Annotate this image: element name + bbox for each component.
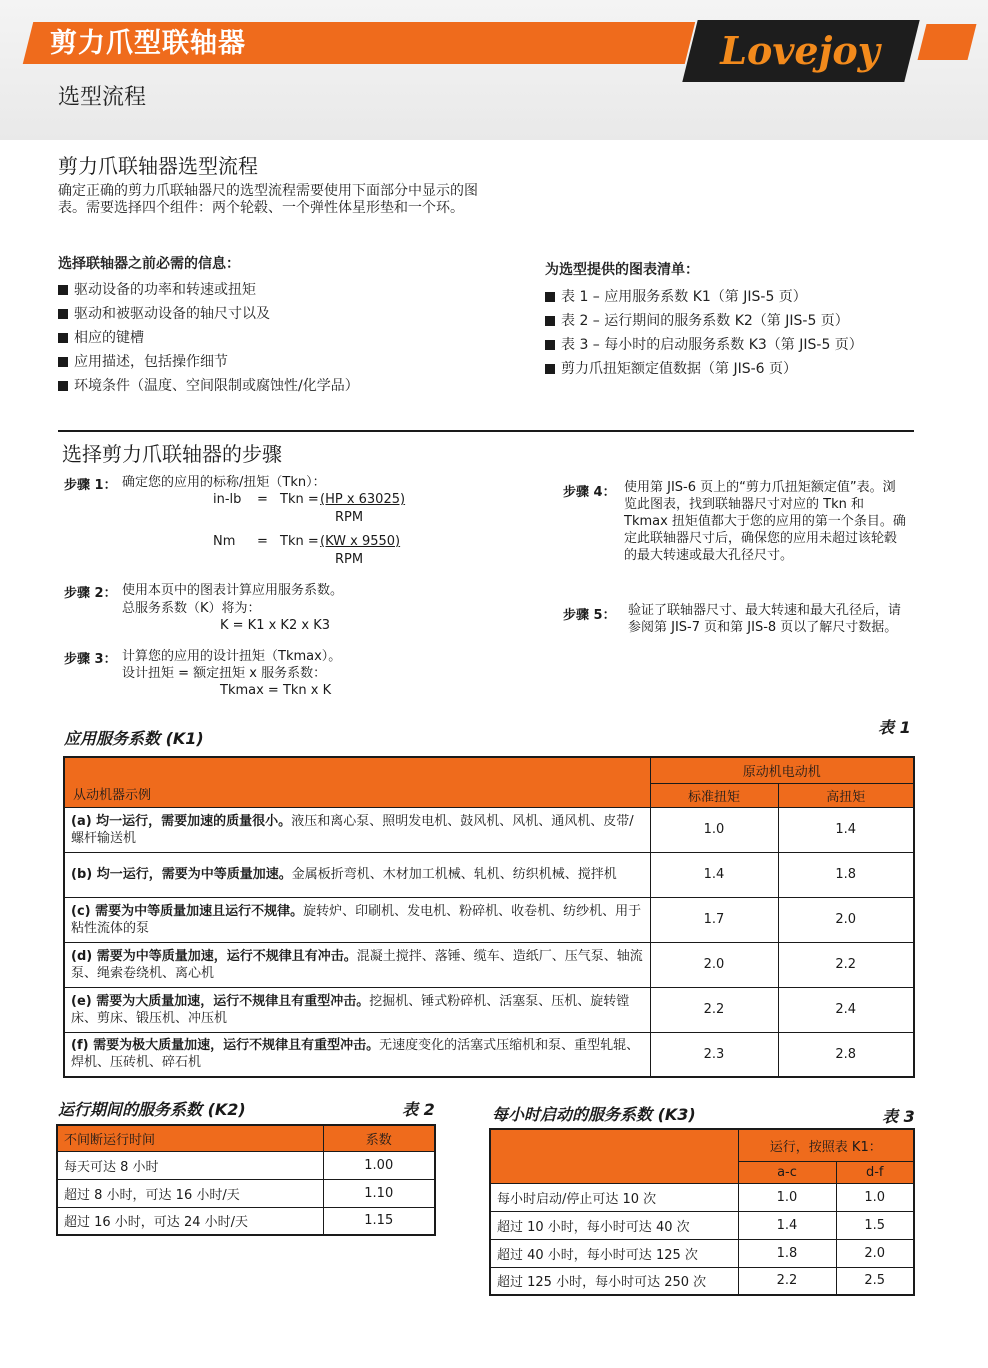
step4-label: 步骤 4： bbox=[563, 485, 616, 500]
table-row bbox=[57, 1179, 435, 1207]
table-row bbox=[64, 1032, 914, 1077]
cell-high: 2.0 bbox=[778, 897, 914, 942]
row-text: 挖掘机、锤式粉碎机、活塞泵、压机、旋转镗床、剪床、锻压机、冲压机 bbox=[71, 993, 630, 1026]
step2-line2: 总服务系数（K）将为： bbox=[122, 601, 261, 616]
list-item: 环境条件（温度、空间限制或腐蚀性/化学品） bbox=[58, 374, 359, 398]
formula-denominator: RPM bbox=[335, 552, 364, 567]
table2-number: 表 2 bbox=[402, 1100, 435, 1119]
steps-heading: 选择剪力爪联轴器的步骤 bbox=[62, 442, 282, 466]
step2-label: 步骤 2： bbox=[64, 586, 117, 601]
row-value: 1.00 bbox=[323, 1151, 435, 1179]
list-item: 表 3 – 每小时的启动服务系数 K3（第 JIS-5 页） bbox=[545, 333, 863, 357]
cell-std: 1.4 bbox=[650, 852, 778, 897]
formula-unit: Nm bbox=[213, 534, 236, 549]
table1 bbox=[63, 756, 915, 1078]
table3-header-blank bbox=[490, 1129, 738, 1183]
step3-label: 步骤 3： bbox=[64, 652, 117, 667]
table-row bbox=[57, 1151, 435, 1179]
cell-ac: 1.8 bbox=[738, 1239, 836, 1267]
cell-ac: 1.0 bbox=[738, 1183, 836, 1211]
cell-std: 1.7 bbox=[650, 897, 778, 942]
cell-df: 2.5 bbox=[836, 1267, 914, 1295]
intro-heading: 剪力爪联轴器选型流程 bbox=[58, 154, 258, 178]
row-bold: (c) 需要为中等质量加速且运行不规律。 bbox=[71, 903, 304, 919]
formula-lhs: Tkn = bbox=[280, 534, 319, 549]
step5-text: 验证了联轴器尺寸、最大转速和最大孔径后，请参阅第 JIS-7 页和第 JIS-8 页以了解尺寸数据。 bbox=[628, 603, 902, 635]
formula-denominator: RPM bbox=[335, 510, 364, 525]
cell-std: 2.0 bbox=[650, 942, 778, 987]
row-bold: (e) 需要为大质量加速，运行不规律且有重型冲击。 bbox=[71, 993, 370, 1009]
row-text: 金属板折弯机、木材加工机械、轧机、纺织机械、搅拌机 bbox=[291, 867, 617, 882]
list-item: 驱动和被驱动设备的轴尺寸以及 bbox=[58, 302, 359, 326]
list-item: 应用描述，包括操作细节 bbox=[58, 350, 359, 374]
required-info-heading: 选择联轴器之前必需的信息： bbox=[58, 256, 240, 272]
table2-header-factor: 系数 bbox=[323, 1125, 435, 1151]
table1-caption: 应用服务系数 (K1) bbox=[64, 729, 204, 748]
required-info-list bbox=[58, 278, 359, 398]
table3-number: 表 3 bbox=[882, 1107, 915, 1126]
table1-header-prime: 原动机电动机 bbox=[650, 757, 914, 783]
step3-formula: Tkmax = Tkn x K bbox=[220, 683, 332, 698]
cell-ac: 1.4 bbox=[738, 1211, 836, 1239]
list-item: 驱动设备的功率和转速或扭矩 bbox=[58, 278, 359, 302]
step4-text: 使用第 JIS-6 页上的“剪力爪扭矩额定值”表。浏览此图表，找到联轴器尺寸对应的 Tkn 和 Tkmax 扭矩值都大于您的应用的第一个条目。确定此联轴器尺寸后，确保您的应用未超过该轮毂的最大转速或最大孔径尺寸。 bbox=[624, 480, 906, 563]
list-item: 剪力爪扭矩额定值数据（第 JIS-6 页） bbox=[545, 357, 863, 381]
table3-header-df: d-f bbox=[836, 1161, 914, 1183]
table2-caption: 运行期间的服务系数 (K2) bbox=[58, 1100, 246, 1119]
cell-df: 2.0 bbox=[836, 1239, 914, 1267]
table1-number: 表 1 bbox=[878, 718, 911, 737]
table-row bbox=[490, 1183, 914, 1211]
logo-accent bbox=[918, 24, 977, 60]
list-item: 表 2 – 运行期间的服务系数 K2（第 JIS-5 页） bbox=[545, 309, 863, 333]
cell-df: 1.0 bbox=[836, 1183, 914, 1211]
formula-lhs: Tkn = bbox=[280, 492, 319, 507]
table1-header-high: 高扭矩 bbox=[778, 783, 914, 807]
row-label: 超过 125 小时，每小时可达 250 次 bbox=[490, 1267, 738, 1295]
row-value: 1.15 bbox=[323, 1207, 435, 1235]
cell-std: 1.0 bbox=[650, 807, 778, 852]
cell-high: 2.2 bbox=[778, 942, 914, 987]
table-row bbox=[490, 1211, 914, 1239]
table-row bbox=[490, 1267, 914, 1295]
cell-high: 1.8 bbox=[778, 852, 914, 897]
table-row bbox=[57, 1207, 435, 1235]
table2-header-time: 不间断运行时间 bbox=[57, 1125, 323, 1151]
step1-text: 确定您的应用的标称/扭矩（Tkn）： bbox=[122, 475, 326, 490]
row-bold: (d) 需要为中等质量加速，运行不规律且有冲击。 bbox=[71, 948, 357, 964]
table3-header-ac: a-c bbox=[738, 1161, 836, 1183]
page-title: 剪力爪型联轴器 bbox=[50, 28, 246, 59]
table-row bbox=[64, 852, 914, 897]
table2 bbox=[56, 1124, 436, 1236]
row-text: 无速度变化的活塞式压缩机和泵、重型轧辊、焊机、压砖机、碎石机 bbox=[71, 1038, 640, 1071]
step1-label: 步骤 1： bbox=[64, 478, 117, 493]
row-bold: (f) 需要为极大质量加速，运行不规律且有重型冲击。 bbox=[71, 1038, 380, 1054]
step2-formula: K = K1 x K2 x K3 bbox=[220, 618, 330, 633]
step3-line1: 计算您的应用的设计扭矩（Tkmax）。 bbox=[122, 649, 342, 664]
step5-label: 步骤 5： bbox=[563, 608, 616, 623]
chart-list-heading: 为选型提供的图表清单： bbox=[545, 262, 699, 278]
step2-line1: 使用本页中的图表计算应用服务系数。 bbox=[122, 583, 344, 598]
formula-numerator: (HP x 63025) bbox=[320, 492, 406, 507]
formula-equals: = bbox=[257, 534, 268, 549]
formula-equals: = bbox=[257, 492, 268, 507]
section-divider bbox=[58, 430, 914, 432]
row-text: 旋转炉、印刷机、发电机、粉碎机、收卷机、纺纱机、用于粘性流体的泵 bbox=[71, 903, 642, 936]
page-subtitle: 选型流程 bbox=[58, 85, 147, 110]
row-bold: (a) 均一运行，需要加速的质量很小。 bbox=[71, 813, 292, 829]
row-label: 超过 10 小时，每小时可达 40 次 bbox=[490, 1211, 738, 1239]
cell-high: 2.4 bbox=[778, 987, 914, 1032]
table1-header-std: 标准扭矩 bbox=[650, 783, 778, 807]
chart-list bbox=[545, 285, 863, 381]
cell-high: 2.8 bbox=[778, 1032, 914, 1077]
cell-std: 2.3 bbox=[650, 1032, 778, 1077]
list-item: 相应的键槽 bbox=[58, 326, 359, 350]
row-label: 每天可达 8 小时 bbox=[57, 1151, 323, 1179]
lovejoy-logo: Lovejoy bbox=[720, 28, 880, 73]
row-text: 液压和离心泵、照明发电机、鼓风机、风机、通风机、皮带/螺杆输送机 bbox=[71, 813, 634, 846]
cell-std: 2.2 bbox=[650, 987, 778, 1032]
table3-header-group: 运行，按照表 K1： bbox=[738, 1129, 914, 1161]
table-row bbox=[64, 987, 914, 1032]
table-row bbox=[64, 807, 914, 852]
intro-body: 确定正确的剪力爪联轴器尺的选型流程需要使用下面部分中显示的图表。需要选择四个组件：两个轮毂、一个弹性体星形垫和一个环。 bbox=[58, 183, 478, 216]
table-row bbox=[64, 942, 914, 987]
table3 bbox=[489, 1128, 915, 1296]
formula-numerator: (KW x 9550) bbox=[320, 534, 401, 549]
row-value: 1.10 bbox=[323, 1179, 435, 1207]
row-label: 每小时启动/停止可达 10 次 bbox=[490, 1183, 738, 1211]
cell-ac: 2.2 bbox=[738, 1267, 836, 1295]
row-label: 超过 8 小时，可达 16 小时/天 bbox=[57, 1179, 323, 1207]
table-row bbox=[64, 897, 914, 942]
table3-caption: 每小时启动的服务系数 (K3) bbox=[492, 1105, 696, 1124]
row-text: 混凝土搅拌、落锤、缆车、造纸厂、压气泵、轴流泵、绳索卷绕机、离心机 bbox=[71, 948, 643, 981]
row-label: 超过 16 小时，可达 24 小时/天 bbox=[57, 1207, 323, 1235]
table-row bbox=[490, 1239, 914, 1267]
table1-header-driven: 从动机器示例 bbox=[64, 757, 650, 807]
step3-line2: 设计扭矩 = 额定扭矩 x 服务系数： bbox=[122, 666, 327, 681]
cell-high: 1.4 bbox=[778, 807, 914, 852]
formula-unit: in-lb bbox=[213, 492, 242, 507]
row-bold: (b) 均一运行，需要为中等质量加速。 bbox=[71, 867, 292, 882]
row-label: 超过 40 小时，每小时可达 125 次 bbox=[490, 1239, 738, 1267]
cell-df: 1.5 bbox=[836, 1211, 914, 1239]
list-item: 表 1 – 应用服务系数 K1（第 JIS-5 页） bbox=[545, 285, 863, 309]
